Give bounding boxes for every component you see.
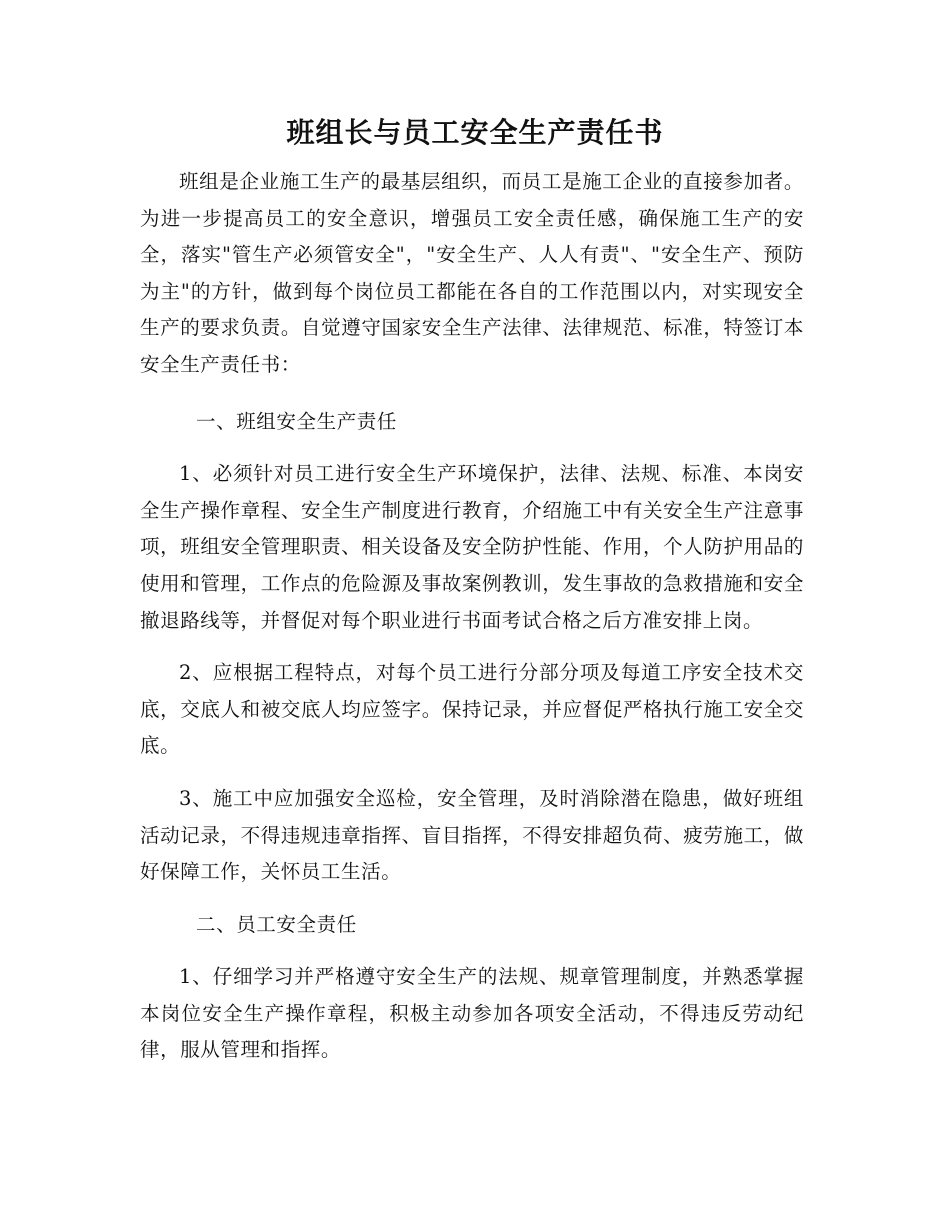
- team-responsibility-item-2: 2、应根据工程特点，对每个员工进行分部分项及每道工序安全技术交底，交底人和被交底人均应签字。保持记录，并应督促严格执行施工安全交底。: [140, 661, 804, 758]
- team-responsibility-item-3: 3、施工中应加强安全巡检，安全管理，及时消除潜在隐患，做好班组活动记录，不得违规违章指挥、盲目指挥，不得安排超负荷、疲劳施工，做好保障工作，关怀员工生活。: [140, 786, 804, 884]
- document-body: [140, 164, 804, 1069]
- section-heading-team: 一、班组安全生产责任: [196, 409, 398, 433]
- intro-paragraph: 班组是企业施工生产的最基层组织，而员工是施工企业的直接参加者。为进一步提高员工的安全意识，增强员工安全责任感，确保施工生产的安全，落实"管生产必须管安全"，"安全生产、人人有责"、"安全生产、预防为主"的方针，做到每个岗位员工都能在各自的工作范围以内，对实现安全生产的要求负责。自觉遵守国家安全生产法律、法律规范、标准，特签订本安全生产责任书：: [140, 170, 804, 376]
- team-responsibility-item-1: 1、必须针对员工进行安全生产环境保护，法律、法规、标准、本岗安全生产操作章程、安全生产制度进行教育，介绍施工中有关安全生产注意事项，班组安全管理职责、相关设备及安全防护性能、作用，个人防护用品的使用和管理，工作点的危险源及事故案例教训，发生事故的急救措施和安全撤退路线等，并督促对每个职业进行书面考试合格之后方准安排上岗。: [140, 462, 804, 632]
- document-title: 班组长与员工安全生产责任书: [286, 116, 664, 149]
- employee-responsibility-item-1: 1、仔细学习并严格遵守安全生产的法规、规章管理制度，并熟悉掌握本岗位安全生产操作章程，积极主动参加各项安全活动，不得违反劳动纪律，服从管理和指挥。: [140, 965, 804, 1062]
- section-heading-employee: 二、员工安全责任: [196, 912, 357, 936]
